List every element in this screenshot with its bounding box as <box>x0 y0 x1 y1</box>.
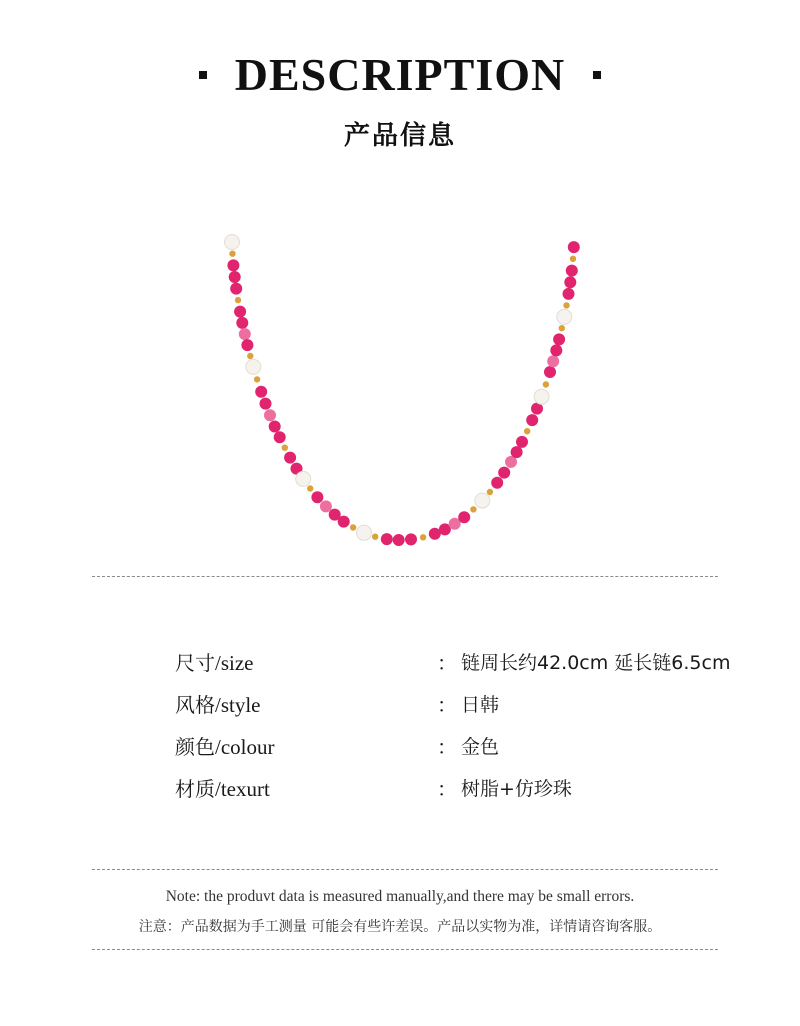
spec-label-en: /style <box>215 692 261 717</box>
pink-bead <box>239 328 251 340</box>
pink-bead <box>264 409 276 421</box>
spec-value: 树脂+仿珍珠 <box>461 777 572 800</box>
gold-bead <box>282 445 288 451</box>
pink-bead <box>234 306 246 318</box>
pink-bead <box>563 288 575 300</box>
gold-bead <box>487 489 493 495</box>
spec-value: 链周长约42.0cm 延长链6.5cm <box>461 651 731 674</box>
pink-bead <box>526 414 538 426</box>
spec-label-cn: 颜色 <box>175 734 215 759</box>
pink-bead <box>544 366 556 378</box>
spec-label-en: /colour <box>215 734 275 759</box>
pink-bead <box>393 534 405 546</box>
page-subtitle: 产品信息 <box>343 121 456 151</box>
spec-label-cn: 尺寸 <box>175 650 215 675</box>
spec-colon: ： <box>437 650 457 675</box>
gold-bead <box>350 524 356 530</box>
pink-bead <box>227 259 239 271</box>
pearl-bead <box>475 493 490 508</box>
pink-bead <box>269 421 281 433</box>
spec-row-style <box>175 682 775 724</box>
pink-bead <box>311 491 323 503</box>
gold-bead <box>559 325 565 331</box>
gold-bead <box>229 251 235 257</box>
pink-bead <box>381 533 393 545</box>
pink-bead <box>553 333 565 345</box>
pearl-bead <box>557 309 572 324</box>
spec-value: 金色 <box>461 735 500 758</box>
gold-bead <box>524 428 530 434</box>
pink-bead <box>338 516 350 528</box>
pink-bead <box>405 533 417 545</box>
spec-colon: ： <box>437 776 457 801</box>
gold-bead <box>543 381 549 387</box>
spec-label-en: /size <box>215 650 254 675</box>
pink-bead <box>274 431 286 443</box>
pink-bead <box>568 241 580 253</box>
pink-bead <box>229 271 241 283</box>
page-title: DESCRIPTION <box>234 49 566 100</box>
title-row <box>0 48 800 101</box>
pink-bead <box>255 386 267 398</box>
pearl-bead <box>357 525 372 540</box>
note-english: Note: the produvt data is measured manually,and there may be small errors. <box>165 888 635 905</box>
pearl-bead <box>296 471 311 486</box>
spec-label-cn: 风格 <box>175 692 215 717</box>
gold-bead <box>307 485 313 491</box>
pink-bead <box>547 355 559 367</box>
divider-note-top <box>92 869 718 870</box>
necklace-image <box>200 230 600 560</box>
pink-bead <box>236 317 248 329</box>
spec-label-cn: 材质 <box>175 776 215 801</box>
title-right-dot <box>593 71 601 79</box>
pink-bead <box>491 477 503 489</box>
pink-bead <box>564 276 576 288</box>
gold-bead <box>247 353 253 359</box>
note-chinese: 注意：产品数据为手工测量 可能会有些许差误。产品以实物为准，详情请咨询客服。 <box>138 919 662 935</box>
header <box>0 48 800 152</box>
pink-bead <box>230 283 242 295</box>
pink-bead <box>498 467 510 479</box>
title-left-dot <box>199 71 207 79</box>
gold-bead <box>235 297 241 303</box>
pearl-bead <box>225 235 240 250</box>
spec-row-size <box>175 640 775 682</box>
spec-value: 日韩 <box>461 693 500 716</box>
pink-bead <box>284 452 296 464</box>
pink-bead <box>511 446 523 458</box>
spec-table <box>175 640 775 808</box>
pearl-bead <box>534 389 549 404</box>
gold-bead <box>254 376 260 382</box>
gold-bead <box>563 302 569 308</box>
pink-bead <box>458 511 470 523</box>
spec-row-material <box>175 766 775 808</box>
pink-bead <box>566 265 578 277</box>
pink-bead <box>516 436 528 448</box>
spec-label <box>175 689 437 718</box>
pink-bead <box>241 339 253 351</box>
divider-note-bottom <box>92 949 718 950</box>
spec-label <box>175 647 437 676</box>
spec-label <box>175 731 437 760</box>
pink-bead <box>260 398 272 410</box>
gold-bead <box>570 256 576 262</box>
spec-row-colour <box>175 724 775 766</box>
spec-label-en: /texurt <box>215 776 270 801</box>
pink-bead <box>320 500 332 512</box>
gold-bead <box>470 506 476 512</box>
pearl-bead <box>246 359 261 374</box>
pink-bead <box>550 344 562 356</box>
gold-bead <box>372 534 378 540</box>
spec-label <box>175 773 437 802</box>
spec-colon: ： <box>437 734 457 759</box>
divider-top <box>92 576 718 577</box>
spec-colon: ： <box>437 692 457 717</box>
gold-bead <box>420 534 426 540</box>
